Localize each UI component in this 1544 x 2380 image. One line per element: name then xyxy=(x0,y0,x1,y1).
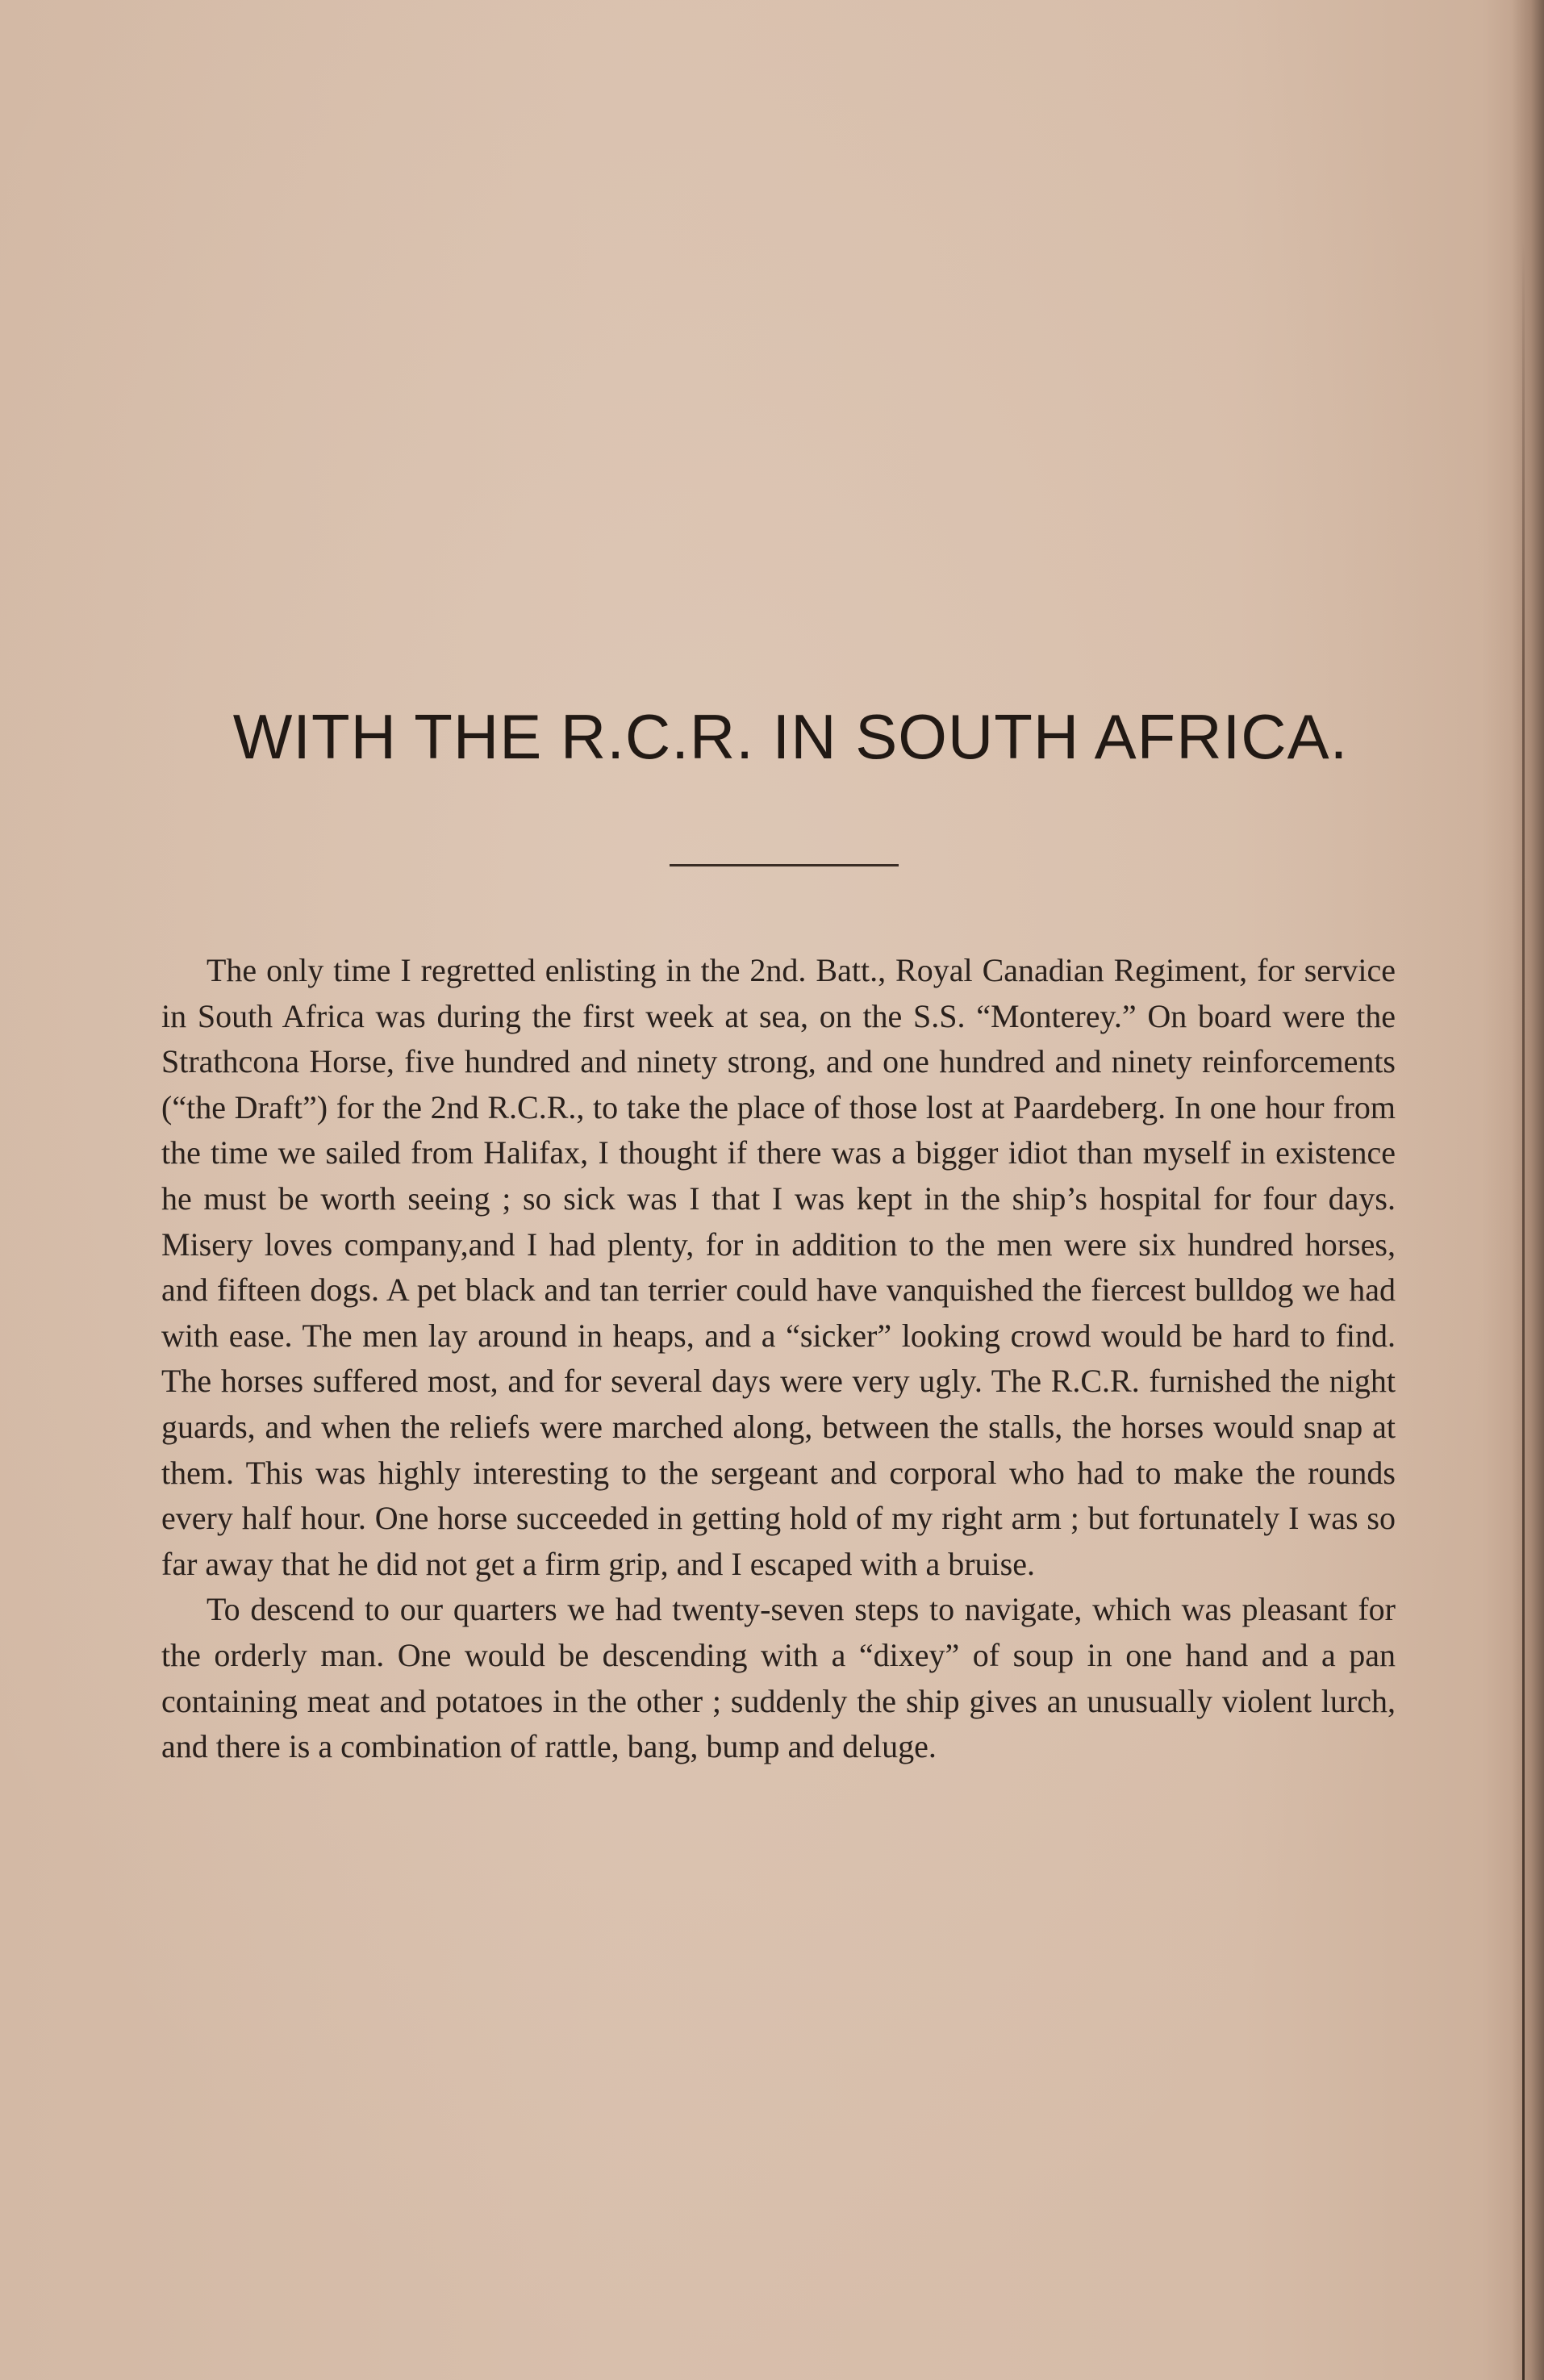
page-edge-line xyxy=(1522,242,1525,2380)
paragraph-2: To descend to our quarters we had twenty-seven steps to navigate, which was pleasant for the orderly man. One would be descending with a “dixey” of soup in one hand and a pan containing meat and potatoes in the other ; suddenly the ship gives an unusually violent lurch, and there is a combination of rattle, bang, bump and deluge. xyxy=(161,1591,1396,1765)
page-edge-shadow xyxy=(1512,0,1544,2380)
body-text xyxy=(161,948,1396,1770)
chapter-title: WITH THE R.C.R. IN SOUTH AFRICA. xyxy=(232,701,1349,772)
title-divider xyxy=(670,864,899,866)
paragraph-1: The only time I regretted enlisting in the 2nd. Batt., Royal Canadian Regiment, for service in South Africa was during the first week at sea, on the S.S. “Monterey.” On board were the Strathcona Horse, five hundred and ninety strong, and one hundred and ninety reinforcements (“the Draft”) for the 2nd R.C.R., to take the place of those lost at Paardeberg. In one hour from the time we sailed from Halifax, I thought if there was a bigger idiot than myself in existence he must be worth seeing ; so sick was I that I was kept in the ship’s hospital for four days. Misery loves company,and I had plenty, for in addition to the men were six hundred horses, and fifteen dogs. A pet black and tan terrier could have vanquished the fiercest bulldog we had with ease. The men lay around in heaps, and a “sicker” looking crowd would be hard to find. The horses suffered most, and for several days were very ugly. The R.C.R. furnished the night guards, and when the reliefs were marched along, between the stalls, the horses would snap at them. This was highly interesting to the sergeant and corporal who had to make the rounds every half hour. One horse succeeded in getting hold of my right arm ; but fortunately I was so far away that he did not get a firm grip, and I escaped with a bruise. xyxy=(161,952,1396,1582)
